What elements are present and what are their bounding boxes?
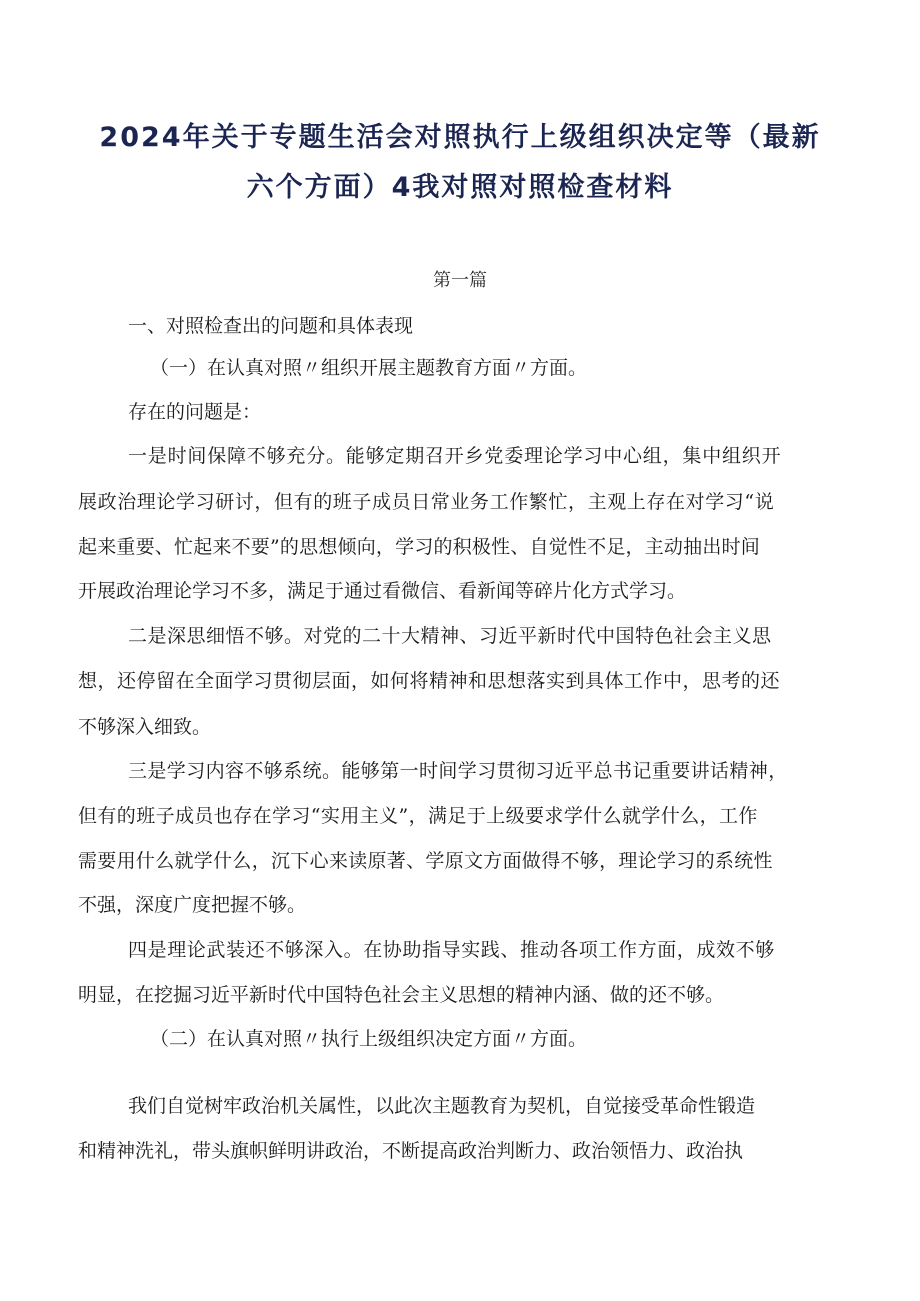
paragraph-line: 不够深入细致。	[78, 716, 212, 738]
paragraph-line: 开展政治理论学习不多，满足于通过看微信、看新闻等碎片化方式学习。	[78, 580, 687, 602]
paragraph-line: 和精神洗礼，带头旗帜鲜明讲政治，不断提高政治判断力、政治领悟力、政治执	[78, 1140, 744, 1162]
paragraph-line: 不强，深度广度把握不够。	[78, 894, 307, 916]
paragraph-line: 明显，在挖掘习近平新时代中国特色社会主义思想的精神内涵、做的还不够。	[78, 984, 725, 1006]
paragraph-line: 但有的班子成员也存在学习“实用主义”，满足于上级要求学什么就学什么，工作	[78, 805, 758, 827]
paragraph-line: 我们自觉树牢政治机关属性，以此次主题教育为契机，自觉接受革命性锻造	[128, 1095, 756, 1117]
paragraph-line: 一是时间保障不够充分。能够定期召开乡党委理论学习中心组，集中组织开	[128, 445, 782, 467]
subheading-1: （一）在认真对照〃组织开展主题教育方面〃方面。	[150, 357, 588, 379]
subheading-2: （二）在认真对照〃执行上级组织决定方面〃方面。	[150, 1028, 588, 1050]
paragraph-line: 四是理论武装还不够深入。在协助指导实践、推动各项工作方面，成效不够	[128, 939, 775, 961]
paragraph-line: 需要用什么就学什么，沉下心来读原著、学原文方面做得不够，理论学习的系统性	[78, 850, 773, 872]
paragraph-line: 起来重要、忙起来不要”的思想倾向，学习的积极性、自觉性不足，主动抽出时间	[78, 536, 760, 558]
document-title-line-2: 六个方面）4我对照对照检查材料	[246, 172, 674, 203]
section-label: 第一篇	[433, 270, 487, 291]
paragraph-line: 展政治理论学习研讨，但有的班子成员日常业务工作繁忙，主观上存在对学习“说	[78, 491, 775, 513]
paragraph-line: 二是深思细悟不够。对党的二十大精神、习近平新时代中国特色社会主义思	[128, 625, 772, 647]
paragraph-label: 存在的问题是：	[128, 401, 262, 423]
paragraph-line: 想，还停留在全面学习贯彻层面，如何将精神和思想落实到具体工作中，思考的还	[78, 670, 781, 692]
paragraph-line: 三是学习内容不够系统。能够第一时间学习贯彻习近平总书记重要讲话精神，	[128, 760, 788, 782]
document-title-line-1: 2024年关于专题生活会对照执行上级组织决定等（最新	[99, 122, 821, 153]
heading-problems: 一、对照检查出的问题和具体表现	[128, 315, 414, 337]
